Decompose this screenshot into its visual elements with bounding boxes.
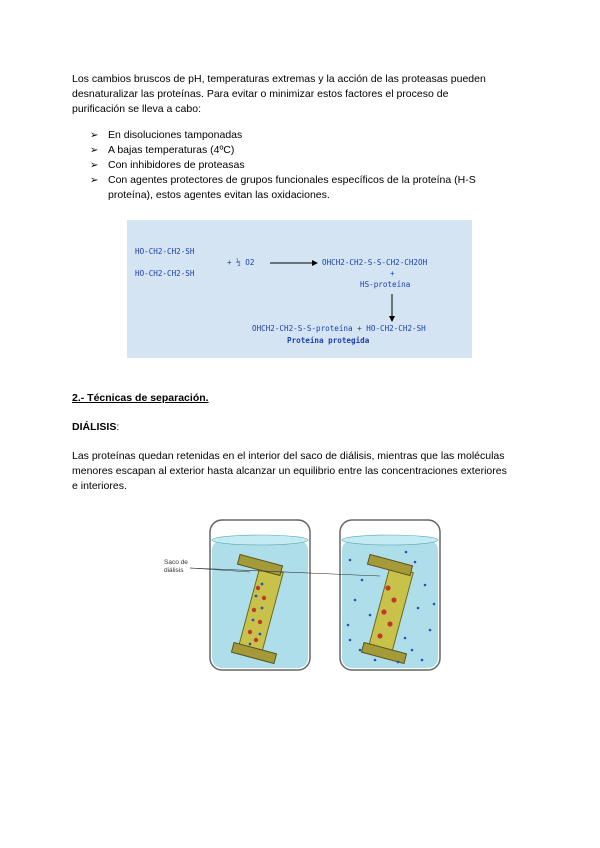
list-item: ➢ A bajas temperaturas (4ºC) (90, 144, 235, 156)
figure-label-line2: diálisis (164, 567, 184, 574)
list-item: ➢ En disoluciones tamponadas (90, 129, 243, 141)
list-item: ➢ Con agentes protectores de grupos funcionales específicos de la proteína (H-S proteína), estos agentes evitan las oxidaciones. (90, 174, 476, 201)
reaction-arrow-icon (270, 258, 318, 268)
plus-sign: + (390, 269, 395, 278)
reactant-2: HO-CH2-CH2-SH (135, 269, 195, 278)
dialysis-heading: DIÁLISIS: (72, 421, 120, 433)
figure-label-line1: Saco de (164, 559, 188, 566)
protected-protein: Proteína protegida (287, 336, 370, 345)
arrow-bullet-icon: ➢ (90, 160, 99, 171)
section-title: 2.- Técnicas de separación. (72, 392, 209, 404)
beaker-left (210, 520, 310, 670)
beaker-right (340, 520, 440, 670)
down-arrow-icon (387, 294, 397, 322)
oxygen-term: + ½ O2 (227, 258, 255, 267)
hs-protein: HS-proteína (360, 280, 411, 289)
dialysis-paragraph: Las proteínas quedan retenidas en el interior del saco de diálisis, mientras que las moléculas menores escapan al exterior hasta alcanzar un equilibrio entre las concentraciones exteriores e interiores. (72, 450, 507, 492)
dialysis-illustration (150, 500, 450, 680)
list-item: ➢ Con inhibidores de proteasas (90, 159, 245, 171)
bullet-list (90, 128, 510, 203)
reactant-1: HO-CH2-CH2-SH (135, 247, 195, 256)
arrow-bullet-icon: ➢ (90, 145, 99, 156)
reaction-scheme (127, 220, 472, 358)
arrow-bullet-icon: ➢ (90, 130, 99, 141)
arrow-bullet-icon: ➢ (90, 175, 99, 186)
final-products: OHCH2-CH2-S-S-proteína + HO-CH2-CH2-SH (252, 324, 426, 333)
product: OHCH2-CH2-S-S-CH2-CH2OH (322, 258, 428, 267)
intro-paragraph: Los cambios bruscos de pH, temperaturas extremas y la acción de las proteasas pueden desnaturalizar las proteínas. Para evitar o minimizar estos factores el proceso de purificación se lleva a cabo: (72, 73, 486, 115)
